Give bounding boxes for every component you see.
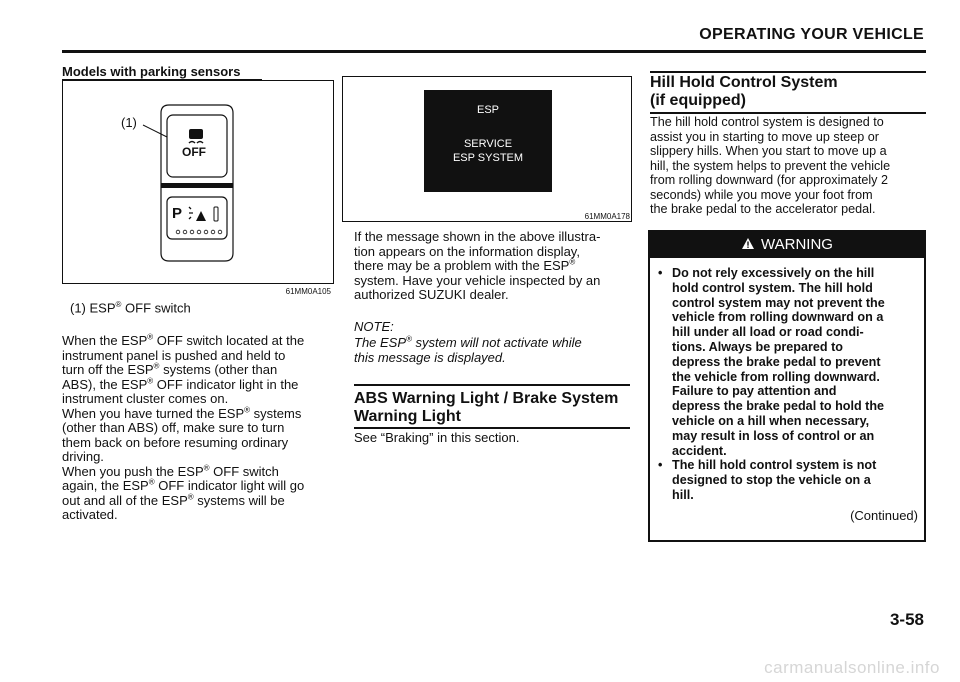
note-label: NOTE: xyxy=(354,319,394,334)
figure-code: 61MM0A105 xyxy=(285,287,331,296)
text-segment: systems will be xyxy=(193,492,285,508)
text-line: assist you in starting to move up steep or xyxy=(650,129,879,144)
registered-mark: ® xyxy=(187,492,194,502)
hill-hold-title-line-1: Hill Hold Control System xyxy=(650,74,838,91)
text-segment: systems (other than xyxy=(159,362,278,377)
text-line: the brake pedal to the accelerator pedal. xyxy=(650,202,876,216)
page-number: 3-58 xyxy=(889,610,924,629)
text-line: Do not rely excessively on the hill xyxy=(672,266,875,280)
abs-section-text: See “Braking” in this section. xyxy=(354,430,520,445)
esp-off-paragraph xyxy=(62,334,334,523)
esp-message-paragraph xyxy=(354,230,630,303)
text-line: The hill hold control system is not xyxy=(672,458,877,473)
text-line xyxy=(354,274,630,289)
text-segment: systems xyxy=(250,405,302,421)
text-segment: When you have turned the ESP xyxy=(62,405,245,421)
registered-mark: ® xyxy=(148,477,155,487)
text-line xyxy=(62,363,334,378)
text-segment: (other than ABS) off, make sure to turn xyxy=(62,420,285,435)
text-segment: instrument panel is pushed and held to xyxy=(62,347,286,363)
text-line xyxy=(62,378,334,393)
section-rule-top xyxy=(354,384,630,386)
text-line xyxy=(62,508,334,523)
text-line: depress the brake pedal to prevent xyxy=(672,354,881,369)
abs-title-line-2: Warning Light xyxy=(354,408,461,425)
text-line xyxy=(62,436,334,451)
text-line: Failure to pay attention and xyxy=(672,384,837,399)
registered-mark: ® xyxy=(569,257,576,267)
text-segment: The ESP xyxy=(354,335,407,350)
text-line: vehicle on a hill when necessary, xyxy=(672,413,870,428)
abs-title-line-1: ABS Warning Light / Brake System xyxy=(354,390,619,407)
text-line: may result in loss of control or an xyxy=(672,428,875,443)
text-line xyxy=(62,334,334,349)
esp-switch-illustration xyxy=(63,81,333,283)
bullet: • xyxy=(658,266,663,280)
text-segment: this message is displayed. xyxy=(354,349,506,365)
skidding-car-icon xyxy=(189,129,203,143)
figure-caption xyxy=(70,300,191,315)
registered-mark: ® xyxy=(203,463,210,473)
text-line xyxy=(354,351,630,366)
registered-mark: ® xyxy=(147,332,154,342)
warning-title: WARNING xyxy=(761,236,833,253)
section-rule-bottom xyxy=(650,112,926,114)
note-text xyxy=(354,336,630,365)
header-rule xyxy=(62,50,926,53)
text-segment: system. Have your vehicle inspected by an xyxy=(354,272,601,288)
text-line: slippery hills. When you start to move up a xyxy=(650,144,887,158)
text-line: hill under all load or road condi- xyxy=(672,325,864,340)
off-label: OFF xyxy=(182,145,206,159)
text-segment: tion appears on the information display, xyxy=(354,243,580,259)
caption-text-2: OFF switch xyxy=(121,300,191,316)
warning-list xyxy=(658,266,920,503)
text-line: hill. xyxy=(672,487,694,502)
warning-triangle-icon xyxy=(741,237,755,250)
text-line xyxy=(62,349,334,364)
display-line-3: ESP SYSTEM xyxy=(452,152,524,164)
indicator-dots xyxy=(176,230,222,234)
text-line xyxy=(62,465,334,480)
text-segment: instrument cluster comes on. xyxy=(62,391,229,406)
section-subheading: Models with parking sensors xyxy=(62,64,241,79)
text-line xyxy=(354,245,630,260)
running-header: OPERATING YOUR VEHICLE xyxy=(699,26,924,43)
text-segment: OFF switch xyxy=(209,463,279,479)
text-line: control system may not prevent the xyxy=(672,295,885,310)
text-line xyxy=(354,336,630,351)
hill-hold-paragraph xyxy=(650,115,926,217)
text-segment: When the ESP xyxy=(62,333,148,348)
text-segment: authorized SUZUKI dealer. xyxy=(354,287,509,302)
hill-hold-section-title xyxy=(650,74,838,110)
text-line xyxy=(354,230,630,245)
hill-hold-title-line-2: (if equipped) xyxy=(650,92,746,109)
text-line xyxy=(62,392,334,407)
figure-code: 61MM0A178 xyxy=(584,212,630,221)
section-rule-bottom xyxy=(354,427,630,429)
text-segment: again, the ESP xyxy=(62,478,149,493)
caption-sup: ® xyxy=(115,300,122,309)
watermark: carmanualsonline.info xyxy=(764,658,940,677)
text-segment: OFF indicator light in the xyxy=(153,376,299,392)
registered-mark: ® xyxy=(147,376,154,386)
text-segment: system will not activate while xyxy=(411,335,582,350)
text-line: accident. xyxy=(672,443,727,458)
text-line xyxy=(354,259,630,274)
registered-mark: ® xyxy=(153,361,160,371)
text-line: vehicle from rolling downward on a xyxy=(672,310,884,325)
abs-section-title xyxy=(354,390,618,426)
text-line: The hill hold control system is designed to xyxy=(650,115,884,129)
registered-mark: ® xyxy=(244,405,251,415)
text-line xyxy=(62,494,334,509)
caption-text: (1) ESP xyxy=(70,300,116,316)
text-line: hill, the system helps to prevent the vehicle xyxy=(650,158,891,173)
text-line: seconds) while you move your foot from xyxy=(650,187,873,202)
text-segment: activated. xyxy=(62,507,118,522)
text-segment: ABS), the ESP xyxy=(62,376,148,392)
continued-note: (Continued) xyxy=(850,508,918,523)
text-segment: them back on before resuming ordinary xyxy=(62,434,289,450)
figure-callout: (1) xyxy=(121,115,137,130)
text-segment: turn off the ESP xyxy=(62,362,154,377)
warning-header xyxy=(650,232,924,258)
text-line: designed to stop the vehicle on a xyxy=(672,473,871,488)
text-line: hold control system. The hill hold xyxy=(672,280,873,295)
text-segment: When you push the ESP xyxy=(62,463,204,479)
text-line xyxy=(62,421,334,436)
text-segment: OFF switch located at the xyxy=(153,333,305,348)
text-line xyxy=(62,450,334,465)
text-line: from rolling downward (for approximately 2 xyxy=(650,173,888,187)
warning-item xyxy=(658,458,920,502)
parking-sensor-icon xyxy=(189,207,218,221)
bullet: • xyxy=(658,458,663,473)
pa-label: P xyxy=(172,205,183,222)
esp-switch-figure xyxy=(62,80,334,296)
text-line xyxy=(62,407,334,422)
text-line: tions. Always be prepared to xyxy=(672,339,843,354)
information-display-panel xyxy=(424,90,552,192)
display-line-2: SERVICE xyxy=(463,138,513,150)
text-line: depress the brake pedal to hold the xyxy=(672,399,885,414)
text-line xyxy=(62,479,334,494)
text-segment: OFF indicator light will go xyxy=(154,478,305,493)
text-segment: out and all of the ESP xyxy=(62,492,188,508)
section-rule-top xyxy=(650,71,926,73)
text-segment: If the message shown in the above illustra- xyxy=(354,229,601,244)
text-line xyxy=(354,288,630,303)
warning-item xyxy=(658,266,920,458)
text-segment: there may be a problem with the ESP xyxy=(354,258,570,273)
text-segment: driving. xyxy=(62,449,104,464)
text-line: the vehicle from rolling downward. xyxy=(672,369,880,384)
display-line-1: ESP xyxy=(476,104,499,116)
registered-mark: ® xyxy=(406,334,412,344)
